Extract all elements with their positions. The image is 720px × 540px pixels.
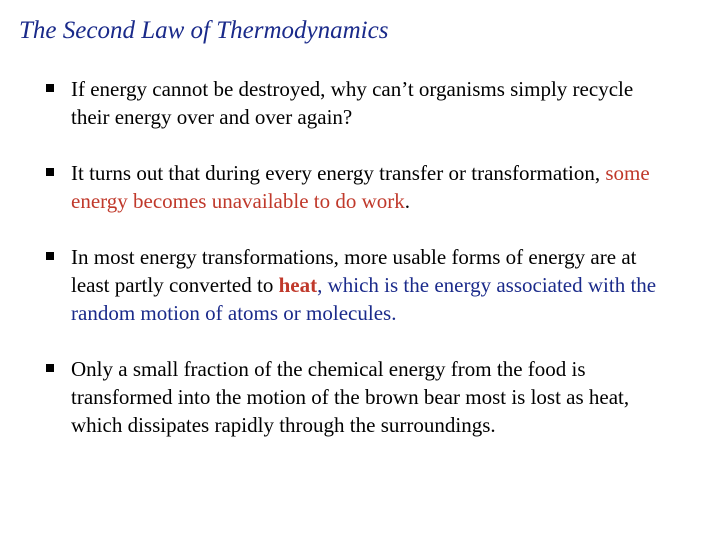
- highlight-unavailable-energy: some energy becomes unavailable to do work: [71, 161, 650, 213]
- bullet-list: [46, 75, 676, 467]
- bullet-text: In most energy transformations, more usable forms of energy are at least partly converted to: [71, 245, 637, 297]
- bullet-item-recycle: [46, 75, 676, 131]
- bullet-item-heat: [46, 243, 676, 327]
- keyword-heat: heat: [278, 273, 318, 297]
- highlight-heat-definition: , which is the energy associated with the random motion of atoms or molecules.: [71, 273, 657, 325]
- square-bullet-icon: [46, 84, 54, 92]
- bullet-text-end: .: [404, 189, 411, 213]
- bullet-item-energy-transfer: [46, 159, 676, 215]
- bullet-text: Only a small fraction of the chemical energy from the food is transformed into the motion of the brown bear most is lost as heat, which dissipates rapidly through the surroundings.: [71, 357, 630, 437]
- square-bullet-icon: [46, 364, 54, 372]
- bullet-text: If energy cannot be destroyed, why can’t organisms simply recycle their energy over and over again?: [71, 77, 634, 129]
- bullet-text: It turns out that during every energy transfer or transformation,: [71, 161, 601, 185]
- square-bullet-icon: [46, 168, 54, 176]
- slide-title: The Second Law of Thermodynamics: [19, 17, 389, 44]
- bullet-item-brown-bear: [46, 355, 676, 439]
- square-bullet-icon: [46, 252, 54, 260]
